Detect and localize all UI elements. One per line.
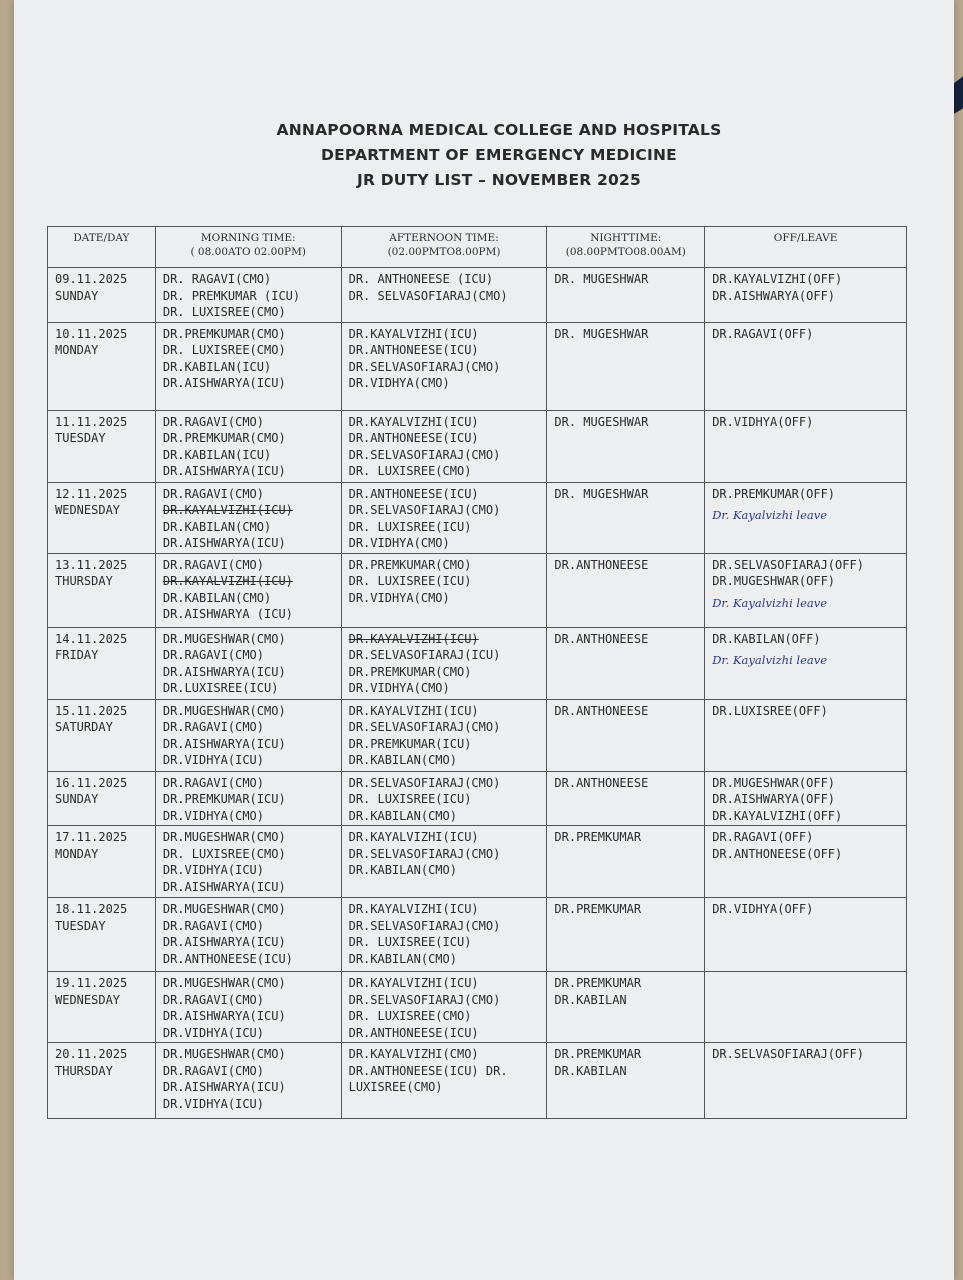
doctor-entry: DR.RAGAVI(OFF) (712, 830, 814, 844)
doctor-entry: DR.PREMKUMAR (554, 1047, 642, 1061)
header-morning: MORNING TIME: ( 08.00ATO 02.00PM) (155, 227, 341, 268)
afternoon-cell (341, 627, 547, 699)
doctor-entry: DR.VIDHYA(ICU) (162, 1096, 264, 1111)
doctor-entry: DR.AISHWARYA(ICU) (162, 536, 286, 550)
afternoon-cell (341, 1043, 547, 1119)
doctor-entry: DR.SELVASOFIARAJ(ICU) (348, 648, 501, 662)
doctor-entry: DR.SELVASOFIARAJ(CMO) (348, 359, 501, 374)
doctor-entry: DR.PREMKUMAR(OFF) (712, 486, 836, 501)
doctor-entry: DR.VIDHYA(ICU) (162, 753, 264, 767)
afternoon-cell (341, 482, 547, 553)
doctor-entry: DR.RAGAVI(CMO) (162, 918, 264, 933)
morning-cell (155, 771, 341, 826)
doctor-entry: DR.KABILAN(ICU) (162, 447, 272, 462)
doctor-entry: DR.PREMKUMAR(ICU) (348, 736, 472, 751)
off-cell (705, 410, 907, 482)
afternoon-cell (341, 410, 547, 482)
morning-cell (155, 410, 341, 482)
off-cell (705, 826, 907, 898)
doctor-entry: DR.KAYALVIZHI(ICU) (348, 631, 479, 646)
doctor-entry: DR.LUXISREE(ICU) (162, 681, 279, 695)
table-row (48, 482, 907, 553)
doctor-entry: DR. LUXISREE(ICU) (348, 574, 472, 588)
doctor-entry: DR.SELVASOFIARAJ(OFF) (712, 1047, 864, 1061)
afternoon-cell (341, 898, 547, 972)
date-text: 11.11.2025 (55, 414, 128, 429)
duty-table (47, 226, 907, 1119)
off-cell (705, 268, 907, 323)
doctor-entry: DR.SELVASOFIARAJ(CMO) (348, 992, 501, 1007)
doctor-entry: DR.PREMKUMAR(ICU) (162, 792, 286, 806)
doctor-entry: DR. MUGESHWAR (554, 272, 649, 286)
doctor-entry: DR.PREMKUMAR (554, 902, 642, 916)
date-cell (48, 482, 156, 553)
doctor-entry: DR.SELVASOFIARAJ(OFF) (712, 557, 864, 572)
doctor-entry: DR.RAGAVI(CMO) (162, 775, 264, 790)
morning-cell (155, 322, 341, 410)
handwritten-note: Dr. Kayalvizhi leave (712, 653, 828, 667)
doctor-entry: DR.VIDHYA(CMO) (348, 536, 450, 550)
date-cell (48, 699, 156, 771)
header-night: NIGHTTIME: (08.00PMTO08.00AM) (547, 227, 705, 268)
doctor-entry: DR.AISHWARYA (ICU) (162, 607, 293, 621)
off-cell (705, 771, 907, 826)
doctor-entry: DR.ANTHONEESE(ICU) (348, 486, 479, 501)
doctor-entry: DR.KAYALVIZHI(ICU) (348, 976, 479, 990)
doctor-entry: LUXISREE(CMO) (348, 1080, 443, 1094)
doctor-entry: DR.VIDHYA(CMO) (162, 808, 264, 823)
off-cell (705, 898, 907, 972)
doctor-entry: DR.AISHWARYA(ICU) (162, 664, 286, 679)
afternoon-cell (341, 771, 547, 826)
doctor-entry: DR.KABILAN(CMO) (348, 951, 457, 966)
doctor-entry: DR.RAGAVI(CMO) (162, 648, 264, 662)
day-text: THURSDAY (55, 574, 113, 588)
list-title: JR DUTY LIST – NOVEMBER 2025 (357, 171, 641, 189)
doctor-entry: DR. SELVASOFIARAJ(CMO) (348, 288, 508, 303)
doctor-entry: DR.KABILAN(ICU) (162, 359, 272, 374)
date-text: 19.11.2025 (55, 976, 128, 990)
doctor-entry: DR.VIDHYA(ICU) (162, 1025, 264, 1040)
header-off: OFF/LEAVE (705, 227, 907, 268)
night-cell (547, 482, 705, 553)
morning-cell (155, 1043, 341, 1119)
handwritten-note: Dr. Kayalvizhi leave (712, 508, 828, 522)
doctor-entry: DR. RAGAVI(CMO) (162, 272, 272, 286)
doctor-entry: DR. LUXISREE(CMO) (348, 1009, 472, 1023)
night-cell (547, 898, 705, 972)
day-text: MONDAY (55, 343, 99, 357)
doctor-entry: DR.PREMKUMAR(CMO) (348, 557, 472, 572)
doctor-entry: DR.AISHWARYA(ICU) (162, 879, 286, 894)
doctor-entry: DR.AISHWARYA(OFF) (712, 792, 836, 806)
table-row (48, 553, 907, 627)
day-text: WEDNESDAY (55, 992, 121, 1007)
day-text: FRIDAY (55, 648, 99, 662)
night-cell (547, 322, 705, 410)
night-cell (547, 771, 705, 826)
doctor-entry: DR.KABILAN(CMO) (348, 863, 457, 877)
date-text: 13.11.2025 (55, 557, 128, 572)
doctor-entry: DR.KABILAN(CMO) (162, 590, 272, 605)
doctor-entry: DR.VIDHYA(OFF) (712, 414, 814, 429)
doctor-entry: DR.MUGESHWAR(OFF) (712, 775, 836, 790)
morning-cell (155, 972, 341, 1043)
table-row (48, 898, 907, 972)
table-row (48, 826, 907, 898)
date-text: 10.11.2025 (55, 326, 128, 341)
doctor-entry: DR.ANTHONEESE (554, 703, 649, 718)
table-row (48, 410, 907, 482)
off-cell (705, 482, 907, 553)
doctor-entry: DR. LUXISREE(ICU) (348, 935, 472, 949)
doctor-entry: DR.RAGAVI(CMO) (162, 992, 264, 1007)
day-text: MONDAY (55, 846, 99, 861)
document-header (44, 118, 954, 193)
date-text: 17.11.2025 (55, 830, 128, 844)
night-cell (547, 410, 705, 482)
doctor-entry: DR.RAGAVI(CMO) (162, 557, 264, 572)
doctor-entry: DR. LUXISREE(CMO) (348, 464, 472, 478)
afternoon-cell (341, 826, 547, 898)
off-cell (705, 627, 907, 699)
doctor-entry: DR.KAYALVIZHI(ICU) (162, 503, 293, 517)
morning-cell (155, 627, 341, 699)
doctor-entry: DR. PREMKUMAR (ICU) (162, 288, 301, 303)
doctor-entry: DR.SELVASOFIARAJ(CMO) (348, 918, 501, 933)
doctor-entry: DR.SELVASOFIARAJ(CMO) (348, 447, 501, 462)
doctor-entry: DR.SELVASOFIARAJ(CMO) (348, 503, 501, 517)
table-row (48, 322, 907, 410)
doctor-entry: DR.MUGESHWAR(CMO) (162, 976, 286, 990)
doctor-entry: DR.KABILAN(CMO) (162, 519, 272, 534)
day-text: WEDNESDAY (55, 503, 121, 517)
doctor-entry: DR.MUGESHWAR(CMO) (162, 830, 286, 844)
morning-cell (155, 826, 341, 898)
doctor-entry: DR.SELVASOFIARAJ(CMO) (348, 846, 501, 861)
table-row (48, 699, 907, 771)
doctor-entry: DR. LUXISREE(ICU) (348, 792, 472, 806)
doctor-entry: DR.KAYALVIZHI(ICU) (348, 414, 479, 429)
afternoon-cell (341, 972, 547, 1043)
doctor-entry: DR. LUXISREE(CMO) (162, 343, 286, 357)
night-cell (547, 627, 705, 699)
doctor-entry: DR.AISHWARYA(ICU) (162, 935, 286, 949)
day-text: TUESDAY (55, 431, 106, 445)
doctor-entry: DR.RAGAVI(OFF) (712, 326, 814, 341)
doctor-entry: DR.ANTHONEESE(ICU) (162, 951, 293, 966)
date-cell (48, 972, 156, 1043)
doctor-entry: DR.VIDHYA(CMO) (348, 590, 450, 605)
night-cell (547, 268, 705, 323)
doctor-entry: DR.MUGESHWAR(CMO) (162, 631, 286, 646)
date-text: 20.11.2025 (55, 1047, 128, 1061)
table-row (48, 268, 907, 323)
off-cell (705, 322, 907, 410)
doctor-entry: DR.MUGESHWAR(CMO) (162, 1047, 286, 1061)
doctor-entry: DR.KABILAN(CMO) (348, 753, 457, 767)
doctor-entry: DR.KABILAN (554, 1063, 627, 1078)
date-cell (48, 627, 156, 699)
doctor-entry: DR. LUXISREE(CMO) (162, 846, 286, 861)
date-cell (48, 826, 156, 898)
table-header-row (48, 227, 907, 268)
doctor-entry: DR.PREMKUMAR(CMO) (162, 431, 286, 445)
morning-cell (155, 699, 341, 771)
morning-cell (155, 553, 341, 627)
doctor-entry: DR.KAYALVIZHI(OFF) (712, 808, 843, 823)
date-text: 14.11.2025 (55, 631, 128, 646)
doctor-entry: DR.AISHWARYA(ICU) (162, 376, 286, 390)
doctor-entry: DR. MUGESHWAR (554, 486, 649, 501)
doctor-entry: DR.MUGESHWAR(CMO) (162, 703, 286, 718)
doctor-entry: DR.SELVASOFIARAJ(CMO) (348, 775, 501, 790)
doctor-entry: DR.KAYALVIZHI(CMO) (348, 1047, 479, 1061)
doctor-entry: DR.RAGAVI(CMO) (162, 720, 264, 734)
doctor-entry: DR.VIDHYA(OFF) (712, 902, 814, 916)
doctor-entry: DR.ANTHONEESE(ICU) (348, 343, 479, 357)
off-cell (705, 553, 907, 627)
doctor-entry: DR.LUXISREE(OFF) (712, 703, 828, 718)
off-cell (705, 699, 907, 771)
date-text: 18.11.2025 (55, 902, 128, 916)
day-text: SUNDAY (55, 792, 99, 806)
department-name: DEPARTMENT OF EMERGENCY MEDICINE (321, 146, 677, 164)
doctor-entry: DR.RAGAVI(CMO) (162, 1063, 264, 1078)
table-row (48, 771, 907, 826)
date-cell (48, 322, 156, 410)
doctor-entry: DR.ANTHONEESE(ICU) (348, 1025, 479, 1040)
doctor-entry: DR.PREMKUMAR(CMO) (162, 326, 286, 341)
doctor-entry: DR.KAYALVIZHI(ICU) (348, 830, 479, 844)
doctor-entry: DR. MUGESHWAR (554, 326, 649, 341)
day-text: SUNDAY (55, 288, 99, 303)
doctor-entry: DR.AISHWARYA(ICU) (162, 736, 286, 751)
doctor-entry: DR.MUGESHWAR(CMO) (162, 902, 286, 916)
doctor-entry: DR.RAGAVI(CMO) (162, 486, 264, 501)
doctor-entry: DR.ANTHONEESE (554, 775, 649, 790)
afternoon-cell (341, 699, 547, 771)
header-afternoon: AFTERNOON TIME: (02.00PMTO8.00PM) (341, 227, 547, 268)
night-cell (547, 1043, 705, 1119)
morning-cell (155, 898, 341, 972)
date-cell (48, 1043, 156, 1119)
doctor-entry: DR. LUXISREE(CMO) (162, 305, 286, 319)
date-cell (48, 410, 156, 482)
doctor-entry: DR.VIDHYA(CMO) (348, 376, 450, 390)
night-cell (547, 826, 705, 898)
doctor-entry: DR.AISHWARYA(ICU) (162, 1009, 286, 1023)
handwritten-note: Dr. Kayalvizhi leave (712, 595, 828, 610)
afternoon-cell (341, 268, 547, 323)
doctor-entry: DR.AISHWARYA(OFF) (712, 288, 836, 303)
morning-cell (155, 482, 341, 553)
doctor-entry: DR.ANTHONEESE (554, 557, 649, 572)
doctor-entry: DR. MUGESHWAR (554, 414, 649, 429)
afternoon-cell (341, 322, 547, 410)
table-row (48, 972, 907, 1043)
doctor-entry: DR.KABILAN (554, 992, 627, 1007)
date-cell (48, 553, 156, 627)
date-text: 12.11.2025 (55, 486, 128, 501)
doctor-entry: DR.PREMKUMAR(CMO) (348, 664, 472, 679)
table-row (48, 627, 907, 699)
night-cell (547, 553, 705, 627)
date-text: 09.11.2025 (55, 272, 128, 286)
doctor-entry: DR.KAYALVIZHI(OFF) (712, 272, 843, 286)
doctor-entry: DR.AISHWARYA(ICU) (162, 1080, 286, 1094)
date-cell (48, 898, 156, 972)
doctor-entry: DR.VIDHYA(CMO) (348, 681, 450, 695)
doctor-entry: DR.KAYALVIZHI(ICU) (348, 902, 479, 916)
doctor-entry: DR.RAGAVI(CMO) (162, 414, 264, 429)
date-text: 16.11.2025 (55, 775, 128, 790)
date-cell (48, 268, 156, 323)
day-text: SATURDAY (55, 720, 113, 734)
college-name: ANNAPOORNA MEDICAL COLLEGE AND HOSPITALS (276, 121, 722, 139)
doctor-entry: DR.PREMKUMAR (554, 976, 642, 990)
doctor-entry: DR.KABILAN(CMO) (348, 808, 457, 823)
doctor-entry: DR.ANTHONEESE(OFF) (712, 846, 843, 861)
doctor-entry: DR.ANTHONEESE(ICU) (348, 431, 479, 445)
doctor-entry: DR.ANTHONEESE(ICU) DR. (348, 1063, 508, 1078)
duty-list-paper (14, 0, 954, 1280)
table-row (48, 1043, 907, 1119)
duty-table-body (48, 268, 907, 1119)
doctor-entry: DR. ANTHONEESE (ICU) (348, 272, 494, 286)
doctor-entry: DR.AISHWARYA(ICU) (162, 464, 286, 478)
day-text: THURSDAY (55, 1063, 113, 1078)
day-text: TUESDAY (55, 918, 106, 933)
doctor-entry: DR.SELVASOFIARAJ(CMO) (348, 720, 501, 734)
doctor-entry: DR.ANTHONEESE (554, 631, 649, 646)
afternoon-cell (341, 553, 547, 627)
date-cell (48, 771, 156, 826)
night-cell (547, 699, 705, 771)
doctor-entry: DR.VIDHYA(ICU) (162, 863, 264, 877)
doctor-entry: DR.PREMKUMAR (554, 830, 642, 844)
date-text: 15.11.2025 (55, 703, 128, 718)
night-cell (547, 972, 705, 1043)
doctor-entry: DR. LUXISREE(ICU) (348, 519, 472, 534)
off-cell (705, 1043, 907, 1119)
doctor-entry: DR.MUGESHWAR(OFF) (712, 574, 836, 588)
off-cell (705, 972, 907, 1043)
doctor-entry: DR.KAYALVIZHI(ICU) (348, 326, 479, 341)
doctor-entry: DR.KAYALVIZHI(ICU) (162, 574, 293, 588)
morning-cell (155, 268, 341, 323)
header-date: DATE/DAY (48, 227, 156, 268)
doctor-entry: DR.KABILAN(OFF) (712, 631, 821, 646)
doctor-entry: DR.KAYALVIZHI(ICU) (348, 703, 479, 718)
